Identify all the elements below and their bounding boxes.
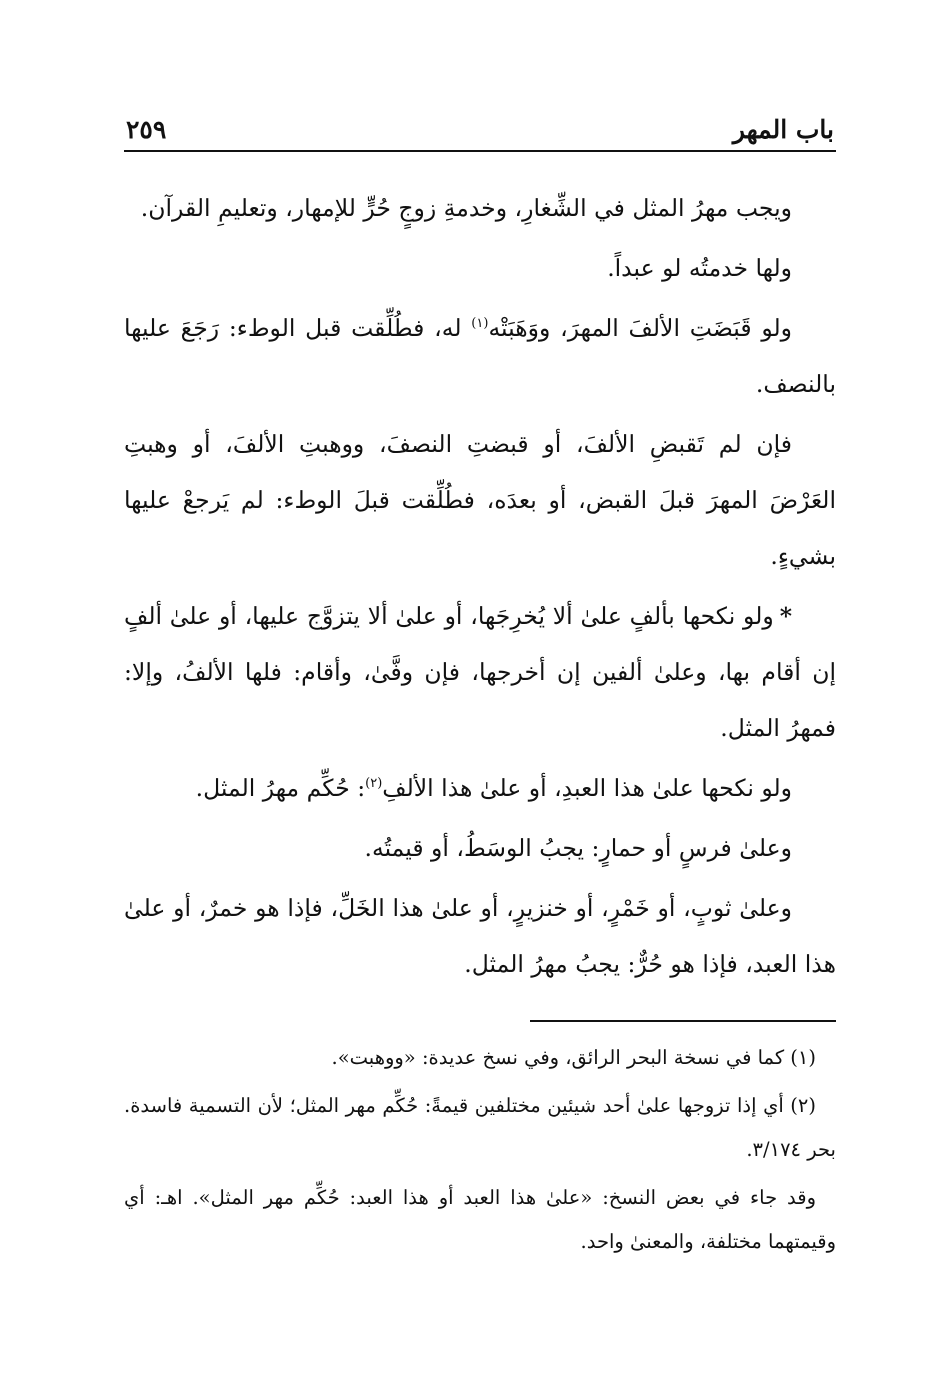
paragraph-3 <box>124 300 836 412</box>
paragraph-2: ولها خدمتُه لو عبداً. <box>607 254 792 282</box>
paragraph-4: فإن لم تَقبضِ الألفَ، أو قبضتِ النصفَ، ووهبتِ الألفَ، أو وهبتِ العَرْضَ المهرَ قبلَ القبض، أو بعدَه، فطُلِّقت قبلَ الوطء: لم يَرجعْ عليها بشيءٍ. <box>124 430 836 570</box>
paragraph-5 <box>124 588 836 756</box>
footnote-2: (٢) أي إذا تزوجها علىٰ أحد شيئين مختلفين قيمةً: حُكِّم مهر المثل؛ لأن التسمية فاسدة. بحر ٣/١٧٤. <box>124 1094 836 1161</box>
footnote-2-continued: وقد جاء في بعض النسخ: «علىٰ هذا العبد أو هذا العبد: حُكِّم مهر المثل». اهـ: أي وقيمتهما مختلفة، والمعنىٰ واحد. <box>124 1186 836 1253</box>
paragraph-1: ويجب مهرُ المثل في الشِّغارِ، وخدمةِ زوجٍ حُرٍّ للإمهار، وتعليمِ القرآن. <box>140 194 792 222</box>
footnote-ref-1: (١) <box>471 316 489 332</box>
paragraph-6 <box>124 760 836 816</box>
footnotes <box>124 1036 836 1268</box>
paragraph-7: وعلىٰ فرسٍ أو حمارٍ: يجبُ الوسَطُ، أو قيمتُه. <box>364 834 792 862</box>
paragraph-6-text-b: : حُكِّم مهرُ المثل. <box>195 774 366 802</box>
section-mark: * <box>779 602 792 630</box>
paragraph-3-text-a: ولو قَبَضَتِ الألفَ المهرَ، ووَهَبَتْه <box>488 314 792 342</box>
running-title: باب المهر <box>732 115 834 144</box>
page-header <box>124 104 836 152</box>
page-number: ٢٥٩ <box>126 115 167 144</box>
footnote-1: (١) كما في نسخة البحر الرائق، وفي نسخ عديدة: «ووهبت». <box>331 1046 816 1069</box>
main-text <box>124 180 836 996</box>
footnote-ref-2: (٢) <box>365 776 383 792</box>
paragraph-6-text-a: ولو نكحها علىٰ هذا العبدِ، أو علىٰ هذا الألفِ <box>382 774 792 802</box>
footnote-separator <box>530 1020 836 1022</box>
paragraph-5-text: ولو نكحها بألفٍ علىٰ ألا يُخرِجَها، أو علىٰ ألا يتزوَّج عليها، أو علىٰ ألفٍ إن أقام بها، وعلىٰ ألفين إن أخرجها، فإن وفَّىٰ، وأقام: فلها الألفُ، وإلا: فمهرُ المثل. <box>124 602 836 742</box>
paragraph-3-text-b: له، فطُلِّقت قبل الوطء: رَجَعَ عليها بالنصف. <box>124 314 836 398</box>
paragraph-8: وعلىٰ ثوبٍ، أو خَمْرٍ، أو خنزيرٍ، أو علىٰ هذا الخَلِّ، فإذا هو خمرٌ، أو علىٰ هذا العبد، فإذا هو حُرٌّ: يجبُ مهرُ المثل. <box>124 894 836 978</box>
